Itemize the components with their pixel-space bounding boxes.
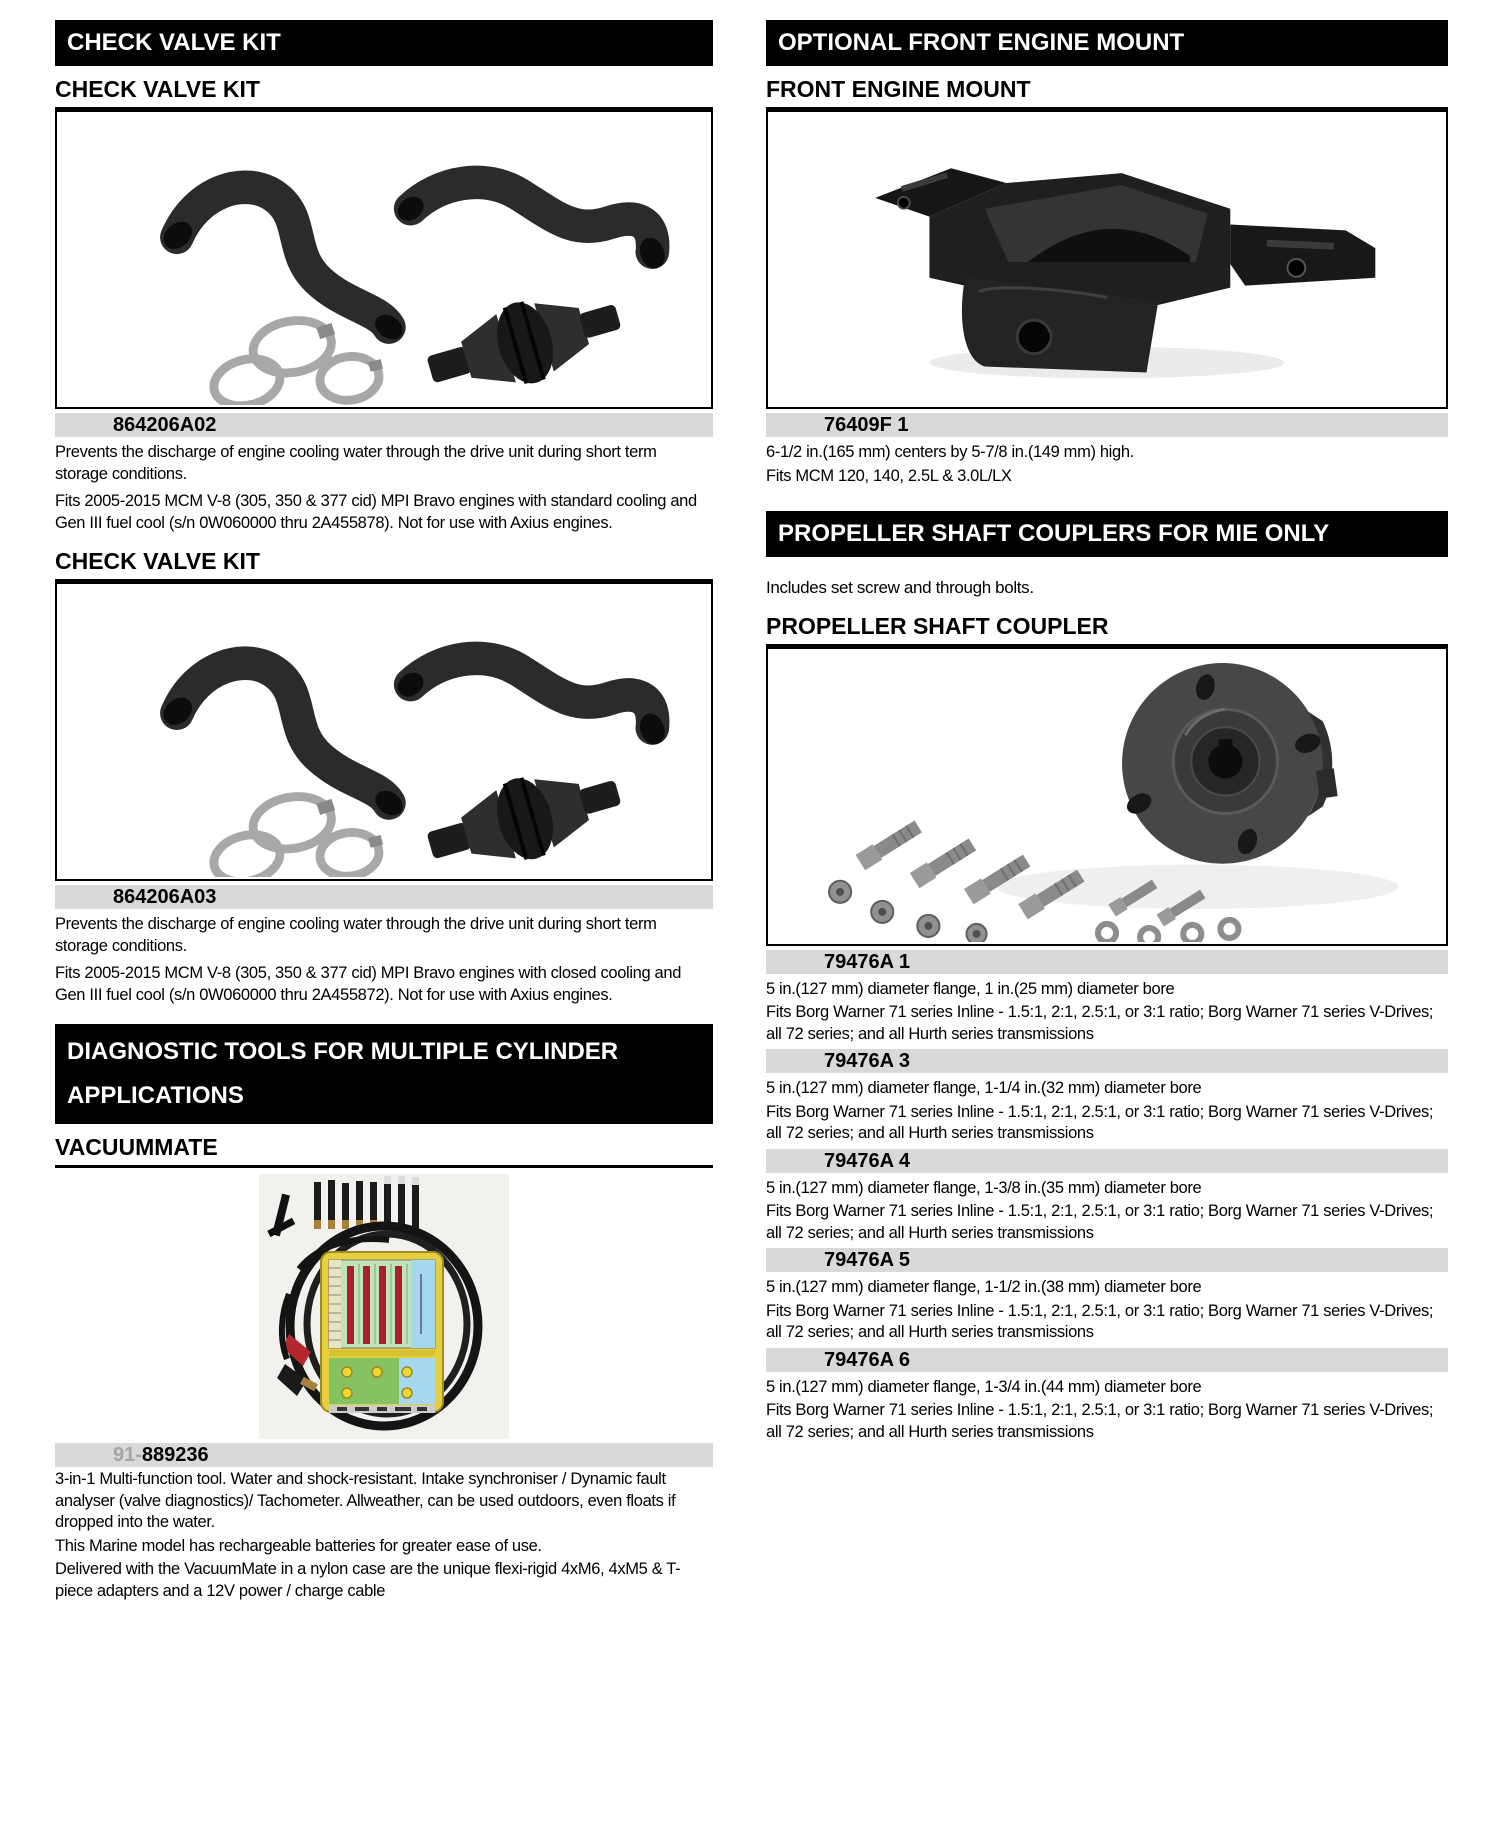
part-description: Prevents the discharge of engine cooling water through the drive unit during short term storage conditions. [55, 915, 657, 955]
part-fits-note: Fits 2005-2015 MCM V-8 (305, 350 & 377 cid) MPI Bravo engines with standard cooling and Gen III fuel cool (s/n 0W060000 thru 2A455878). Not for use with Axius engines. [55, 492, 697, 532]
check-valve-kit-photo [59, 586, 709, 877]
section-banner-check-valve-kit: CHECK VALVE KIT [55, 20, 713, 66]
section-intro-note: Includes set screw and through bolts. [766, 578, 1034, 597]
part-description: 5 in.(127 mm) diameter flange, 1-1/2 in.(38 mm) diameter bore [766, 1278, 1202, 1296]
part-fits-note: Fits Borg Warner 71 series Inline - 1.5:1, 2:1, 2.5:1, or 3:1 ratio; Borg Warner 71 series V-Drives; all 72 series; and all Hurth series transmissions [766, 1202, 1434, 1242]
part-number: 79476A 4 [824, 1149, 910, 1172]
vacuummate-photo-area [55, 1174, 713, 1439]
part-number: 79476A 5 [824, 1249, 910, 1271]
front-engine-mount-photo-frame [766, 110, 1448, 409]
part-number-bar [766, 1049, 1448, 1073]
part-number-prefix: 91- [113, 1444, 142, 1466]
part-number-bar [766, 1348, 1448, 1372]
section-banner-optional-front-engine-mount: OPTIONAL FRONT ENGINE MOUNT [766, 20, 1448, 66]
part-fits-note: Fits Borg Warner 71 series Inline - 1.5:1, 2:1, 2.5:1, or 3:1 ratio; Borg Warner 71 series V-Drives; all 72 series; and all Hurth series transmissions [766, 1102, 1434, 1142]
part-number-bar [766, 1248, 1448, 1272]
check-valve-kit-photo [59, 114, 709, 405]
product-heading-propeller-shaft-coupler: PROPELLER SHAFT COUPLER [766, 613, 1448, 647]
part-description: Prevents the discharge of engine cooling water through the drive unit during short term storage conditions. [55, 443, 657, 483]
part-number-bar [766, 1149, 1448, 1173]
product-heading-check-valve-kit-1: CHECK VALVE KIT [55, 76, 713, 110]
part-number: 889236 [141, 1444, 209, 1466]
propeller-shaft-coupler-photo [770, 651, 1444, 942]
part-description: 5 in.(127 mm) diameter flange, 1-3/4 in.(44 mm) diameter bore [766, 1377, 1202, 1396]
part-fits-note: Fits MCM 120, 140, 2.5L & 3.0L/LX [766, 466, 1012, 485]
part-description: 5 in.(127 mm) diameter flange, 1-3/8 in.(35 mm) diameter bore [766, 1178, 1202, 1197]
right-column [766, 20, 1448, 1443]
product-heading-vacuummate: VACUUMMATE [55, 1134, 713, 1168]
part-fits-note: Fits Borg Warner 71 series Inline - 1.5:1, 2:1, 2.5:1, or 3:1 ratio; Borg Warner 71 series V-Drives; all 72 series; and all Hurth series transmissions [766, 1401, 1434, 1441]
part-number-bar [55, 885, 713, 909]
section-banner-propeller-shaft-couplers: PROPELLER SHAFT COUPLERS FOR MIE ONLY [766, 511, 1448, 557]
part-number: 79476A 6 [824, 1348, 910, 1371]
part-number: 864206A02 [113, 414, 217, 436]
part-fits-note: Fits Borg Warner 71 series Inline - 1.5:1, 2:1, 2.5:1, or 3:1 ratio; Borg Warner 71 series V-Drives; all 72 series; and all Hurth series transmissions [766, 1003, 1434, 1043]
check-valve-kit-photo-frame-2 [55, 582, 713, 881]
front-engine-mount-photo [770, 114, 1444, 405]
check-valve-kit-photo-frame-1 [55, 110, 713, 409]
part-description: 5 in.(127 mm) diameter flange, 1-1/4 in.(32 mm) diameter bore [766, 1079, 1202, 1097]
part-number-bar [55, 413, 713, 437]
propeller-shaft-coupler-photo-frame [766, 647, 1448, 946]
part-number: 864206A03 [113, 886, 217, 908]
part-number-bar [766, 950, 1448, 974]
part-number: 79476A 1 [824, 950, 910, 973]
part-description: 5 in.(127 mm) diameter flange, 1 in.(25 mm) diameter bore [766, 979, 1175, 998]
part-description: Delivered with the VacuumMate in a nylon case are the unique flexi-rigid 4xM6, 4xM5 & T-piece adapters and a 12V power / charge cable [55, 1560, 681, 1600]
part-fits-note: Fits Borg Warner 71 series Inline - 1.5:1, 2:1, 2.5:1, or 3:1 ratio; Borg Warner 71 series V-Drives; all 72 series; and all Hurth series transmissions [766, 1301, 1434, 1341]
vacuummate-photo [259, 1174, 509, 1439]
part-fits-note: Fits 2005-2015 MCM V-8 (305, 350 & 377 cid) MPI Bravo engines with closed cooling and Gen III fuel cool (s/n 0W060000 thru 2A455872). Not for use with Axius engines. [55, 964, 682, 1004]
part-number: 79476A 3 [824, 1050, 910, 1072]
left-column [55, 20, 713, 1602]
part-number-bar [766, 413, 1448, 437]
part-description: 6-1/2 in.(165 mm) centers by 5-7/8 in.(149 mm) high. [766, 443, 1134, 461]
part-description: This Marine model has rechargeable batteries for greater ease of use. [55, 1536, 542, 1555]
product-heading-front-engine-mount: FRONT ENGINE MOUNT [766, 76, 1448, 110]
part-description: 3-in-1 Multi-function tool. Water and shock-resistant. Intake synchroniser / Dynamic fault analyser (valve diagnostics)/ Tachometer. Allweather, can be used outdoors, even floats if dropped into the water. [55, 1470, 676, 1531]
part-number-bar [55, 1443, 713, 1467]
product-heading-check-valve-kit-2: CHECK VALVE KIT [55, 548, 713, 582]
section-banner-diagnostic-tools: DIAGNOSTIC TOOLS FOR MULTIPLE CYLINDER APPLICATIONS [55, 1024, 713, 1124]
part-number: 76409F 1 [824, 414, 909, 436]
